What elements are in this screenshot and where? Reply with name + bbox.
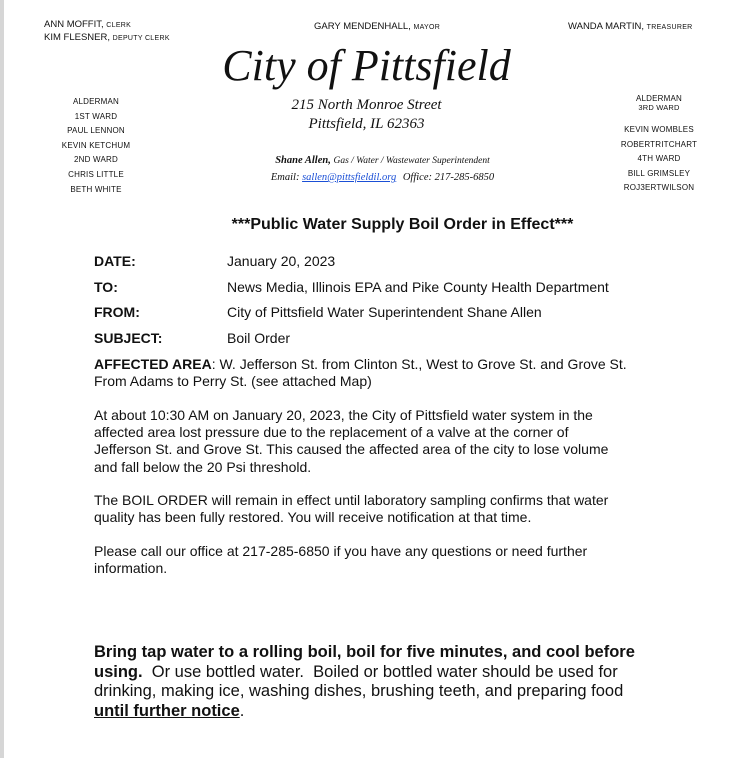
paragraph-contact [94,543,674,577]
mayor-name: GARY MENDENHALL, [314,21,411,32]
boil-instruction-text: drinking, making ice, washing dishes, brushing teeth, and preparing food [94,682,624,700]
from-label: FROM: [94,304,140,320]
clerk-name: ANN MOFFIT, [44,19,104,30]
boil-instruction-text: Or use bottled water. Boiled or bottled water should be used for [142,662,618,681]
affected-area-label: AFFECTED AREA [94,356,212,372]
paragraph-line: quality has been fully restored. You will receive notification at that time. [94,509,532,526]
paragraph-line: Jefferson St. and Grove St. This caused the affected area of the city to lose volume [94,441,609,458]
boil-period: . [239,701,245,720]
alderman-name: ROJ3ERTWILSON [623,183,695,193]
ward-3-label: 3RD WARD [638,103,680,112]
paragraph-line: The BOIL ORDER will remain in effect until laboratory sampling confirms that water [94,492,609,508]
paragraph-line: and fall below the 20 Psi threshold. [94,458,312,475]
affected-area [94,356,674,390]
clerk-line [44,19,131,30]
alderman-name: KEVIN KETCHUM [61,140,131,150]
alderman-name: PAUL LENNON [67,126,125,136]
office-label: Office: [402,172,432,183]
paragraph-line: affected area lost pressure due to the replacement of a valve at the corner of [94,424,569,441]
alderman-left-heading: ALDERMAN [72,97,120,106]
superintendent-name: Shane Allen, [275,155,331,166]
alderman-name: BETH WHITE [70,184,122,194]
subject-value: Boil Order [227,330,291,346]
affected-area-line-1: : W. Jefferson St. from Clinton St., West to Grove St. and Grove St. [211,356,627,372]
treasurer-name: WANDA MARTIN, [568,21,645,32]
address-line-1: 215 North Monroe Street [291,97,442,113]
boil-instruction-bold: Bring tap water to a rolling boil, boil for five minutes, and cool before [94,643,635,661]
clerk-title: CLERK [106,22,132,29]
boil-instructions [94,643,694,721]
subject-label: SUBJECT: [94,330,163,346]
paragraph-incident [94,407,674,476]
mayor-line [314,21,440,32]
treasurer-line [568,21,693,32]
until-further-notice: until further notice [94,701,240,720]
address-line-2: Pittsfield, IL 62363 [308,116,425,132]
email-label: Email: [270,172,300,183]
date-value: January 20, 2023 [227,253,336,269]
deputy-clerk-name: KIM FLESNER, [44,32,110,43]
mayor-title: MAYOR [413,24,441,31]
ward-4-label: 4TH WARD [637,154,681,164]
alderman-name: BILL GRIMSLEY [627,168,691,178]
to-value: News Media, Illinois EPA and Pike County Health Department [227,279,609,295]
office-phone: 217-285-6850 [434,172,495,183]
paragraph-line: Please call our office at 217-285-6850 if you have any questions or need further [94,543,588,559]
affected-area-line-2: From Adams to Perry St. (see attached Map) [94,373,372,390]
alderman-name: KEVIN WOMBLES [624,125,694,134]
email-link[interactable]: sallen@pittsfieldil.org [302,172,397,183]
paragraph-boil-order-duration [94,492,674,526]
alderman-name: ROBERTRITCHART [620,139,698,149]
boil-instruction-bold-end: using. [94,662,143,681]
superintendent-title: Gas / Water / Wastewater Superintendent [333,156,490,166]
from-value: City of Pittsfield Water Superintendent Shane Allen [227,304,542,320]
alderman-name: CHRIS LITTLE [68,169,124,179]
alderman-right-heading: ALDERMAN [635,94,683,103]
to-label: TO: [94,279,118,295]
aldermen-left [44,95,148,197]
city-title: City of Pittsfield [222,41,511,90]
ward-1-label: 1ST WARD [74,111,118,121]
paragraph-line: At about 10:30 AM on January 20, 2023, the City of Pittsfield water system in the [94,407,593,423]
boil-order-headline: ***Public Water Supply Boil Order in Effect*** [231,216,574,233]
deputy-clerk-title: DEPUTY CLERK [112,35,170,42]
treasurer-title: TREASURER [646,24,693,31]
aldermen-right [607,94,711,196]
paragraph-line: information. [94,560,168,577]
date-label: DATE: [94,253,136,269]
ward-2-label: 2ND WARD [74,155,118,165]
